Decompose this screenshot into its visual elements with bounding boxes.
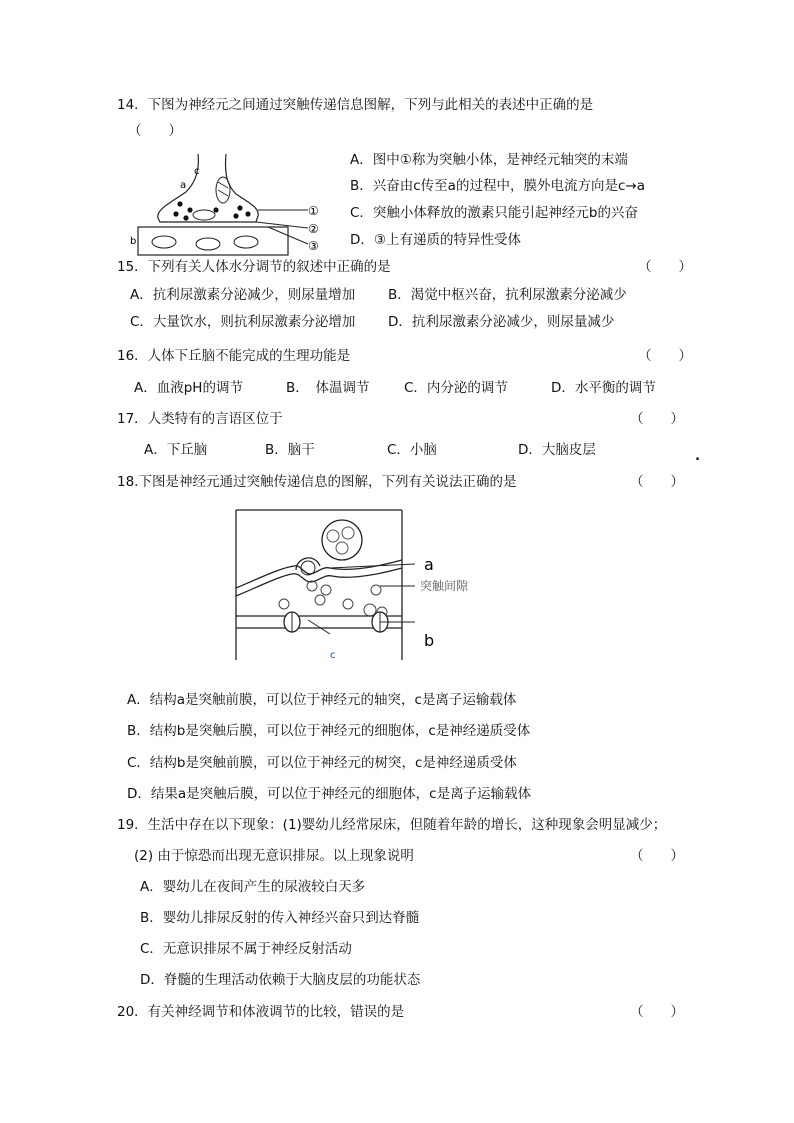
q16-option-a: A．血液pH的调节: [134, 380, 243, 396]
q20-answer-paren: （ ）: [630, 1004, 684, 1020]
q17-option-b: B．脑干: [265, 442, 315, 458]
q18-option-d: D．结果a是突触后膜，可以位于神经元的细胞体，c是离子运输载体: [127, 786, 532, 802]
q19-option-a: A．婴幼儿在夜间产生的尿液较白天多: [140, 879, 366, 895]
q18-figure-label-gap: 突触间隙: [420, 579, 469, 593]
q15-option-d: D．抗利尿激素分泌减少，则尿量减少: [388, 314, 615, 330]
q14-figure-label-c: c: [194, 166, 200, 177]
q18-option-c: C．结构b是突触前膜，可以位于神经元的树突，c是神经递质受体: [127, 755, 517, 771]
q15-option-b: B．渴觉中枢兴奋，抗利尿激素分泌减少: [388, 287, 627, 303]
q16-stem: 16．人体下丘脑不能完成的生理功能是: [117, 348, 351, 364]
q14-figure-label-b: b: [130, 236, 137, 247]
q19-option-d: D．脊髓的生理活动依赖于大脑皮层的功能状态: [140, 972, 421, 988]
q14-option-a: A．图中①称为突触小体，是神经元轴突的末端: [350, 152, 628, 168]
q16-option-d: D．水平衡的调节: [551, 380, 656, 396]
q14-option-d: D．③上有递质的特异性受体: [350, 232, 521, 248]
q18-stem: 18.下图是神经元通过突触传递信息的图解，下列有关说法正确的是: [117, 474, 517, 490]
q19-stem: 19．生活中存在以下现象：(1)婴幼儿经常尿床，但随着年龄的增长，这种现象会明显减少；: [117, 817, 667, 833]
q18-synapse-figure: [230, 508, 510, 667]
q18-option-a: A．结构a是突触前膜，可以位于神经元的轴突，c是离子运输载体: [127, 692, 517, 708]
q18-option-b: B．结构b是突触后膜，可以位于神经元的细胞体，c是神经递质受体: [127, 723, 531, 739]
q15-answer-paren: （ ）: [638, 259, 692, 275]
q18-answer-paren: （ ）: [630, 474, 684, 490]
q14-option-b: B．兴奋由c传至a的过程中，膜外电流方向是c→a: [350, 178, 645, 194]
q17-option-c: C．小脑: [387, 442, 437, 458]
q14-figure-label-2: ②: [308, 222, 319, 236]
q19-option-c: C．无意识排尿不属于神经反射活动: [140, 941, 352, 957]
q14-figure-label-1: ①: [308, 204, 319, 218]
q14-answer-paren: （ ）: [128, 123, 182, 139]
q17-stem: 17．人类特有的言语区位于: [117, 411, 283, 427]
q17-answer-paren: （ ）: [630, 411, 684, 427]
q16-option-c: C．内分泌的调节: [404, 380, 508, 396]
q19-option-b: B．婴幼儿排尿反射的传入神经兴奋只到达脊髓: [140, 910, 420, 926]
q14-stem: 14．下图为神经元之间通过突触传递信息图解，下列与此相关的表述中正确的是: [117, 97, 594, 113]
q19-answer-paren: （ ）: [630, 848, 684, 864]
q17-option-a: A．下丘脑: [144, 442, 208, 458]
q16-answer-paren: （ ）: [638, 348, 692, 364]
q14-synapse-figure: [128, 152, 338, 266]
q18-figure-label-a: a: [424, 555, 434, 574]
q16-option-b: B． 体温调节: [286, 380, 370, 396]
q17-option-d: D．大脑皮层: [518, 442, 596, 458]
q20-stem: 20．有关神经调节和体液调节的比较，错误的是: [117, 1004, 405, 1020]
q17-stray-mark: .: [695, 448, 701, 464]
q15-option-c: C．大量饮水，则抗利尿激素分泌增加: [130, 314, 356, 330]
q15-stem: 15．下列有关人体水分调节的叙述中正确的是: [117, 259, 391, 275]
q19-stem-line2: (2) 由于惊恐而出现无意识排尿。以上现象说明: [134, 848, 414, 864]
q18-figure-label-c: c: [330, 650, 336, 661]
q14-figure-label-3: ③: [308, 239, 319, 253]
q14-figure-label-a: a: [180, 180, 187, 191]
q14-option-c: C．突触小体释放的激素只能引起神经元b的兴奋: [350, 205, 638, 221]
q18-figure-label-b: b: [424, 631, 435, 650]
q15-option-a: A．抗利尿激素分泌减少，则尿量增加: [130, 287, 356, 303]
